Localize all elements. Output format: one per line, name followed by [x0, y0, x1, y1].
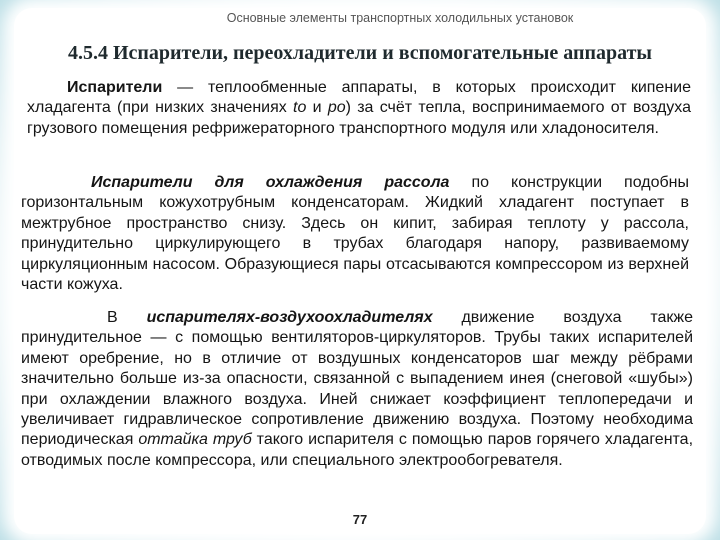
paragraph-evaporators-definition: Испарители — теплообменные аппараты, в которых происходит кипение хладагента (при низких значениях to и po) за счёт тепла, воспринимаемого от воздуха грузового помещения рефрижераторного транспортного модуля или хладоносителя.: [27, 79, 692, 137]
page-number: 77: [352, 512, 368, 527]
paragraph-brine-evaporators: Испарители для охлаждения рассола по конструкции подобны горизонтальным кожухотрубным конденсаторам. Жидкий хладагент поступает в межтрубное пространство снизу. Здесь он кипит, забирая теплоту у рассола, принудительно циркулирующего в трубах благодаря напору, развиваемому циркуляционным насосом. Образующиеся пары отсасываются компрессором из верхней части кожуха.: [21, 174, 690, 294]
term-air-coolers: испарителях-воздухоохладителях: [146, 309, 433, 326]
symbol-t0: to: [293, 99, 307, 117]
paragraph-air-coolers: В испарителях-воздухоохладителях движение воздуха также принудительное — с помощью вентиляторов-циркуляторов. Трубы таких испарителей имеют оребрение, но в отличие от воздушных конденсаторов шаг между рёбрами значительно больше из-за опасности, связанной с выпадением инея (снеговой «шубы») при охлаждении влажного воздуха. Иней снижает коэффициент теплопередачи и увеличивает гидравлическое сопротивление движению воздуха. Поэтому необходима периодическая оттайка труб такого испарителя с помощью паров горячего хладагента, отводимых после компрессора, или специального электрообогревателя.: [21, 309, 694, 469]
slide-subtitle: Основные элементы транспортных холодильных установок: [226, 11, 574, 25]
term-defrost: оттайка труб: [138, 431, 252, 449]
term-brine-evaporators: Испарители для охлаждения рассола: [91, 174, 450, 191]
symbol-p0: po: [327, 99, 346, 117]
term-evaporators: Испарители: [67, 79, 163, 96]
slide-title: 4.5.4 Испарители, переохладители и вспомогательные аппараты: [67, 42, 653, 64]
